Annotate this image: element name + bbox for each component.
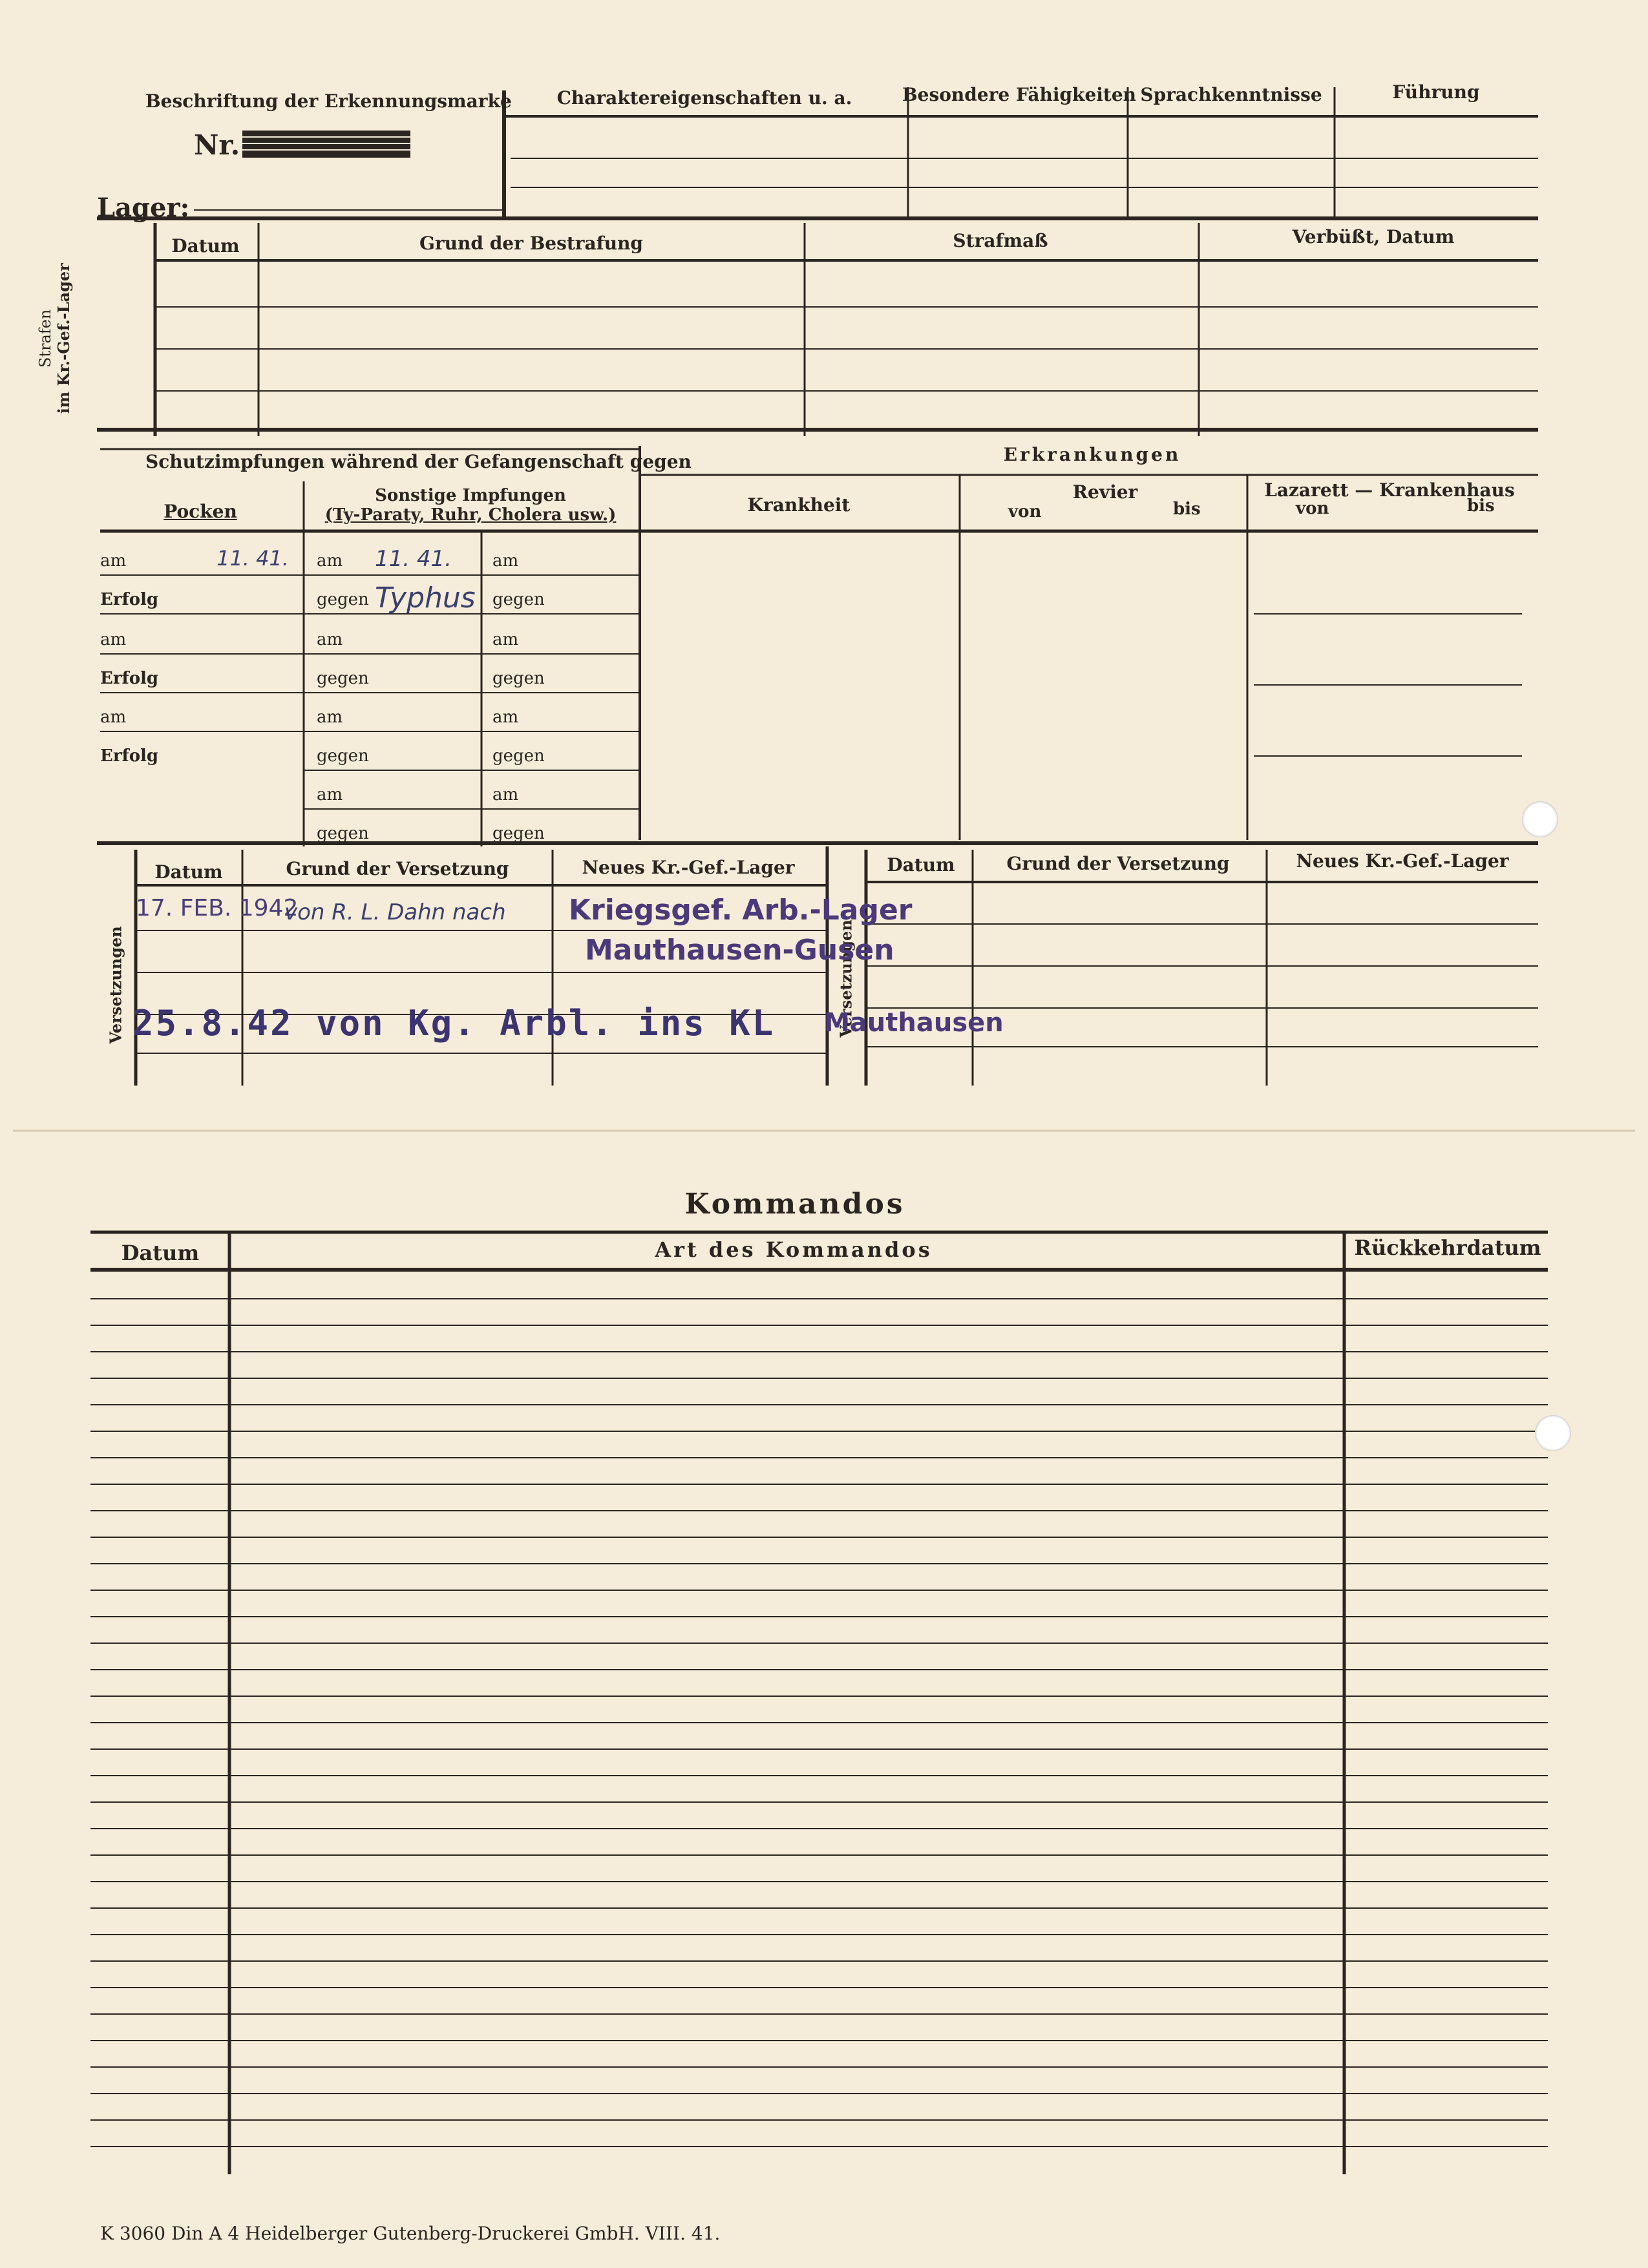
sonst-b-gegen-3: gegen [492, 746, 545, 766]
hand-pocken-am: 11. 41. [217, 546, 289, 571]
sonst-a-am-3: am [317, 708, 343, 727]
lager-label: Lager: [97, 193, 190, 223]
vers-row2-stamp: Mauthausen [824, 1008, 1004, 1038]
kommandos-col-datum: Datum [121, 1241, 200, 1265]
erkrankungen-col-revier: Revier [1072, 481, 1138, 503]
redacted-number [242, 131, 410, 158]
vers-col-datum-left: Datum [154, 861, 223, 883]
lazarett-bis: bis [1467, 496, 1495, 516]
sonst-a-am-1: am [317, 551, 343, 571]
pocken-erfolg-1: Erfolg [100, 590, 159, 609]
pocken-erfolg-3: Erfolg [100, 746, 159, 766]
impfungen-col-sonstige-2: (Ty-Paraty, Ruhr, Cholera usw.) [324, 505, 617, 525]
col-besondere-faehigkeiten: Besondere Fähigkeiten [902, 84, 1137, 105]
erkrankungen-col-lazarett: Lazarett — Krankenhaus [1264, 479, 1515, 501]
sonst-b-gegen-2: gegen [492, 669, 545, 688]
nr-label: Nr. [194, 129, 240, 161]
sonst-b-gegen-4: gegen [492, 824, 545, 843]
kommandos-col-rueckkehr: Rückkehrdatum [1354, 1235, 1541, 1260]
vers-col-grund-left: Grund der Versetzung [286, 858, 509, 879]
versetzungen-side-label-right: Versetzungen [836, 919, 856, 1038]
pocken-am-1: am [100, 551, 127, 571]
sonst-b-am-3: am [492, 708, 519, 727]
impfungen-col-sonstige [325, 486, 617, 525]
col-charaktereigenschaften: Charaktereigenschaften u. a. [556, 87, 852, 109]
strafen-side-label-2: im Kr.-Gef.-Lager [54, 263, 73, 414]
vers-row1-datum-stamp: 17. FEB. 1942 [136, 895, 299, 921]
revier-von: von [1008, 502, 1042, 521]
sonst-b-am-4: am [492, 785, 519, 804]
strafen-col-verbuesst: Verbüßt, Datum [1292, 226, 1455, 247]
strafen-side-label-1: Strafen [36, 309, 55, 368]
kommandos-title: Kommandos [684, 1188, 905, 1221]
erkennungsmarke-label: Beschriftung der Erkennungsmarke [145, 90, 512, 112]
punch-hole-top [1522, 801, 1558, 837]
pocken-am-2: am [100, 630, 127, 649]
sonst-b-gegen-1: gegen [492, 590, 545, 609]
sonst-b-am-2: am [492, 630, 519, 649]
erkrankungen-col-krankheit: Krankheit [747, 494, 850, 516]
strafen-col-datum: Datum [171, 235, 240, 257]
sonst-a-am-2: am [317, 630, 343, 649]
vers-row1-stamp-line2: Mauthausen-Gusen [585, 934, 894, 967]
strafen-col-grund: Grund der Bestrafung [419, 233, 644, 254]
vers-row1-grund: von R. L. Dahn nach [284, 899, 506, 925]
impfungen-col-pocken: Pocken [164, 501, 237, 522]
vers-row1-stamp-line1: Kriegsgef. Arb.-Lager [569, 894, 913, 927]
sonst-a-gegen-3: gegen [317, 746, 369, 766]
vers-col-datum-right: Datum [887, 854, 955, 876]
strafen-col-strafmass: Strafmaß [953, 230, 1048, 251]
col-sprachkenntnisse: Sprachkenntnisse [1140, 84, 1322, 105]
impfungen-col-sonstige-1: Sonstige Impfungen [375, 486, 566, 505]
col-fuehrung: Führung [1392, 81, 1480, 103]
pocken-am-3: am [100, 708, 127, 727]
revier-bis: bis [1173, 499, 1201, 519]
vers-col-neues-right: Neues Kr.-Gef.-Lager [1296, 850, 1509, 872]
hand-sonst-am: 11. 41. [375, 546, 452, 572]
pocken-erfolg-2: Erfolg [100, 669, 159, 688]
footer-imprint: K 3060 Din A 4 Heidelberger Gutenberg-Druckerei GmbH. VIII. 41. [100, 2223, 721, 2244]
sonst-a-gegen-4: gegen [317, 824, 369, 843]
sonst-a-gegen-1: gegen [317, 590, 369, 609]
vers-col-neues-left: Neues Kr.-Gef.-Lager [582, 857, 795, 878]
hand-sonst-gegen: Typhus [375, 582, 476, 614]
sonst-b-am-1: am [492, 551, 519, 571]
sonst-a-am-4: am [317, 785, 343, 804]
strafen-side-label [36, 242, 74, 436]
kommandos-col-art: Art des Kommandos [655, 1237, 933, 1262]
vers-row2-text: 25.8.42 von Kg. Arbl. ins KL [132, 1003, 776, 1044]
erkrankungen-title: Erkrankungen [1003, 444, 1181, 465]
sonst-a-gegen-2: gegen [317, 669, 369, 688]
lazarett-von: von [1296, 499, 1329, 518]
impfungen-title: Schutzimpfungen während der Gefangenschaft gegen [145, 451, 692, 472]
punch-hole-bottom [1535, 1415, 1571, 1451]
vers-col-grund-right: Grund der Versetzung [1006, 853, 1230, 874]
versetzungen-side-label-left: Versetzungen [106, 926, 125, 1044]
